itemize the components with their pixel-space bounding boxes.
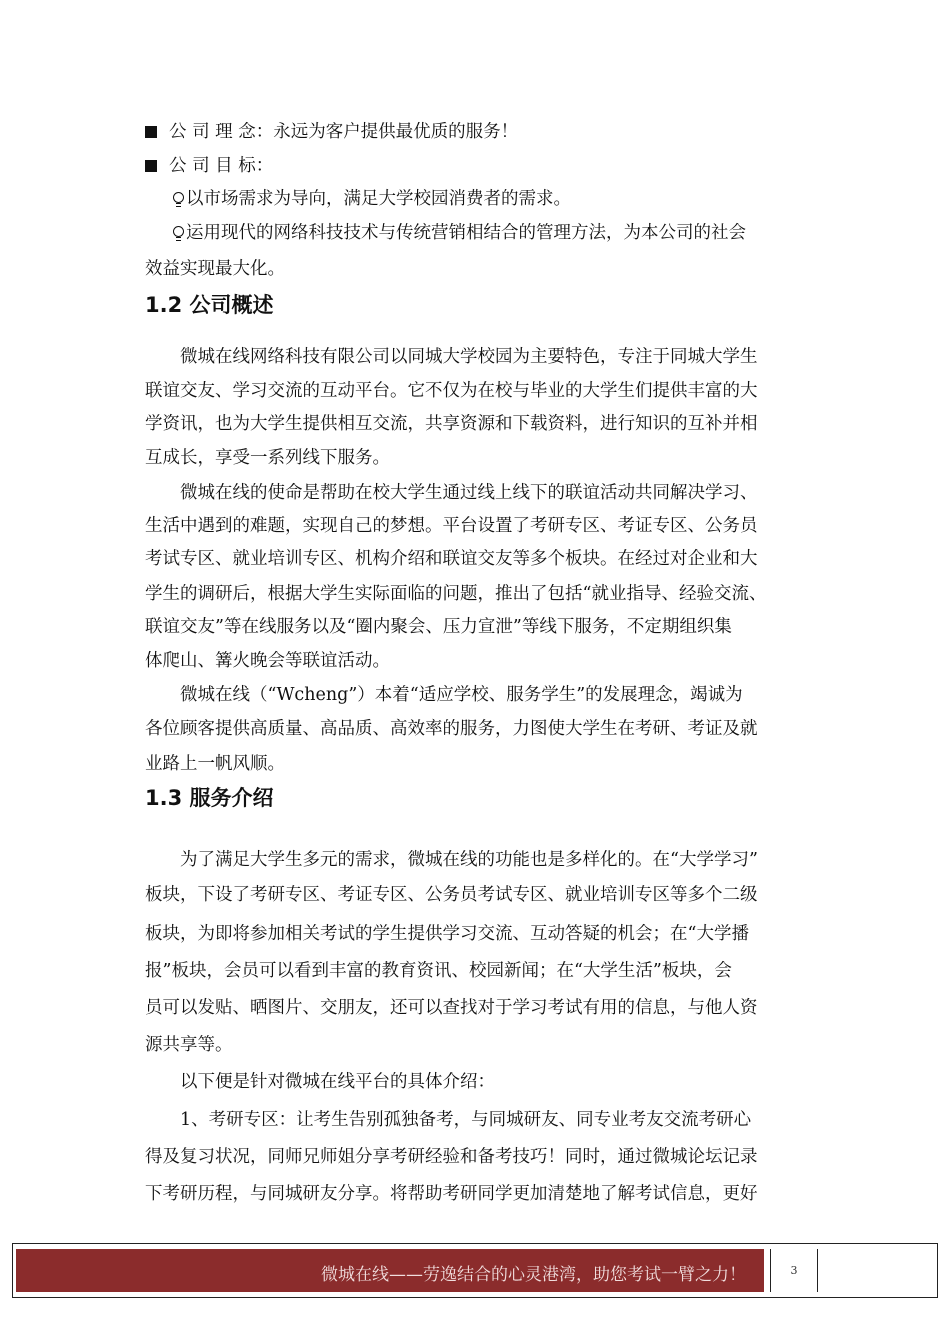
para-line: 微城在线的使命是帮助在校大学生通过线上线下的联谊活动共同解决学习、: [180, 483, 758, 503]
para-line: 源共享等。: [145, 1035, 233, 1055]
para-line: 板块，为即将参加相关考试的学生提供学习交流、互动答疑的机会；在“大学播: [145, 924, 749, 944]
company-goal-title: 公 司 目 标：: [145, 156, 273, 176]
company-concept: 公 司 理 念：永远为客户提供最优质的服务！: [145, 122, 518, 142]
para-line: 微城在线（“Wcheng”）本着“适应学校、服务学生”的发展理念，竭诚为: [180, 685, 743, 705]
para-line: 考试专区、就业培训专区、机构介绍和联谊交友等多个板块。在经过对企业和大: [145, 549, 758, 569]
para-line: 员可以发贴、晒图片、交朋友，还可以查找对于学习考试有用的信息，与他人资: [145, 998, 758, 1018]
lightbulb-icon: [172, 226, 184, 240]
para-line: 报”板块，会员可以看到丰富的教育资讯、校园新闻；在“大学生活”板块，会: [145, 961, 732, 981]
square-bullet-icon: [145, 160, 157, 172]
para-line: 为了满足大学生多元的需求，微城在线的功能也是多样化的。在“大学学习”: [180, 850, 758, 870]
footer-slogan: 微城在线——劳逸结合的心灵港湾，助您考试一臂之力！: [321, 1265, 746, 1285]
para-line: 得及复习状况，同师兄师姐分享考研经验和备考技巧！同时，通过微城论坛记录: [145, 1147, 758, 1167]
goal-item-2-cont: 效益实现最大化。: [145, 259, 285, 279]
section-heading-1-2: 1.2 公司概述: [145, 293, 274, 317]
para-line: 下考研历程，与同城研友分享。将帮助考研同学更加清楚地了解考试信息，更好: [145, 1184, 758, 1204]
para-line: 1、考研专区：让考生告别孤独备考，与同城研友、同专业考友交流考研心: [180, 1110, 752, 1130]
goal-item-1: 以市场需求为导向，满足大学校园消费者的需求。: [172, 189, 571, 209]
lightbulb-icon: [172, 192, 184, 206]
para-line: 生活中遇到的难题，实现自己的梦想。平台设置了考研专区、考证专区、公务员: [145, 516, 758, 536]
goal-item-2: 运用现代的网络科技技术与传统营销相结合的管理方法，为本公司的社会: [172, 223, 746, 243]
para-line: 微城在线网络科技有限公司以同城大学校园为主要特色，专注于同城大学生: [180, 347, 758, 367]
para-line: 学生的调研后，根据大学生实际面临的问题，推出了包括“就业指导、经验交流、: [145, 584, 767, 604]
para-line: 联谊交友”等在线服务以及“圈内聚会、压力宣泄”等线下服务，不定期组织集: [145, 617, 732, 637]
section-heading-1-3: 1.3 服务介绍: [145, 786, 274, 810]
para-line: 以下便是针对微城在线平台的具体介绍：: [180, 1072, 495, 1092]
square-bullet-icon: [145, 126, 157, 138]
para-line: 业路上一帆风顺。: [145, 754, 285, 774]
para-line: 联谊交友、学习交流的互动平台。它不仅为在校与毕业的大学生们提供丰富的大: [145, 381, 758, 401]
para-line: 板块，下设了考研专区、考证专区、公务员考试专区、就业培训专区等多个二级: [145, 885, 758, 905]
para-line: 互成长，享受一系列线下服务。: [145, 448, 390, 468]
para-line: 学资讯，也为大学生提供相互交流，共享资源和下载资料，进行知识的互补并相: [145, 414, 758, 434]
page-number: 3: [770, 1249, 818, 1292]
footer-banner: [16, 1249, 764, 1292]
para-line: 体爬山、篝火晚会等联谊活动。: [145, 651, 390, 671]
para-line: 各位顾客提供高质量、高品质、高效率的服务，力图使大学生在考研、考证及就: [145, 719, 758, 739]
